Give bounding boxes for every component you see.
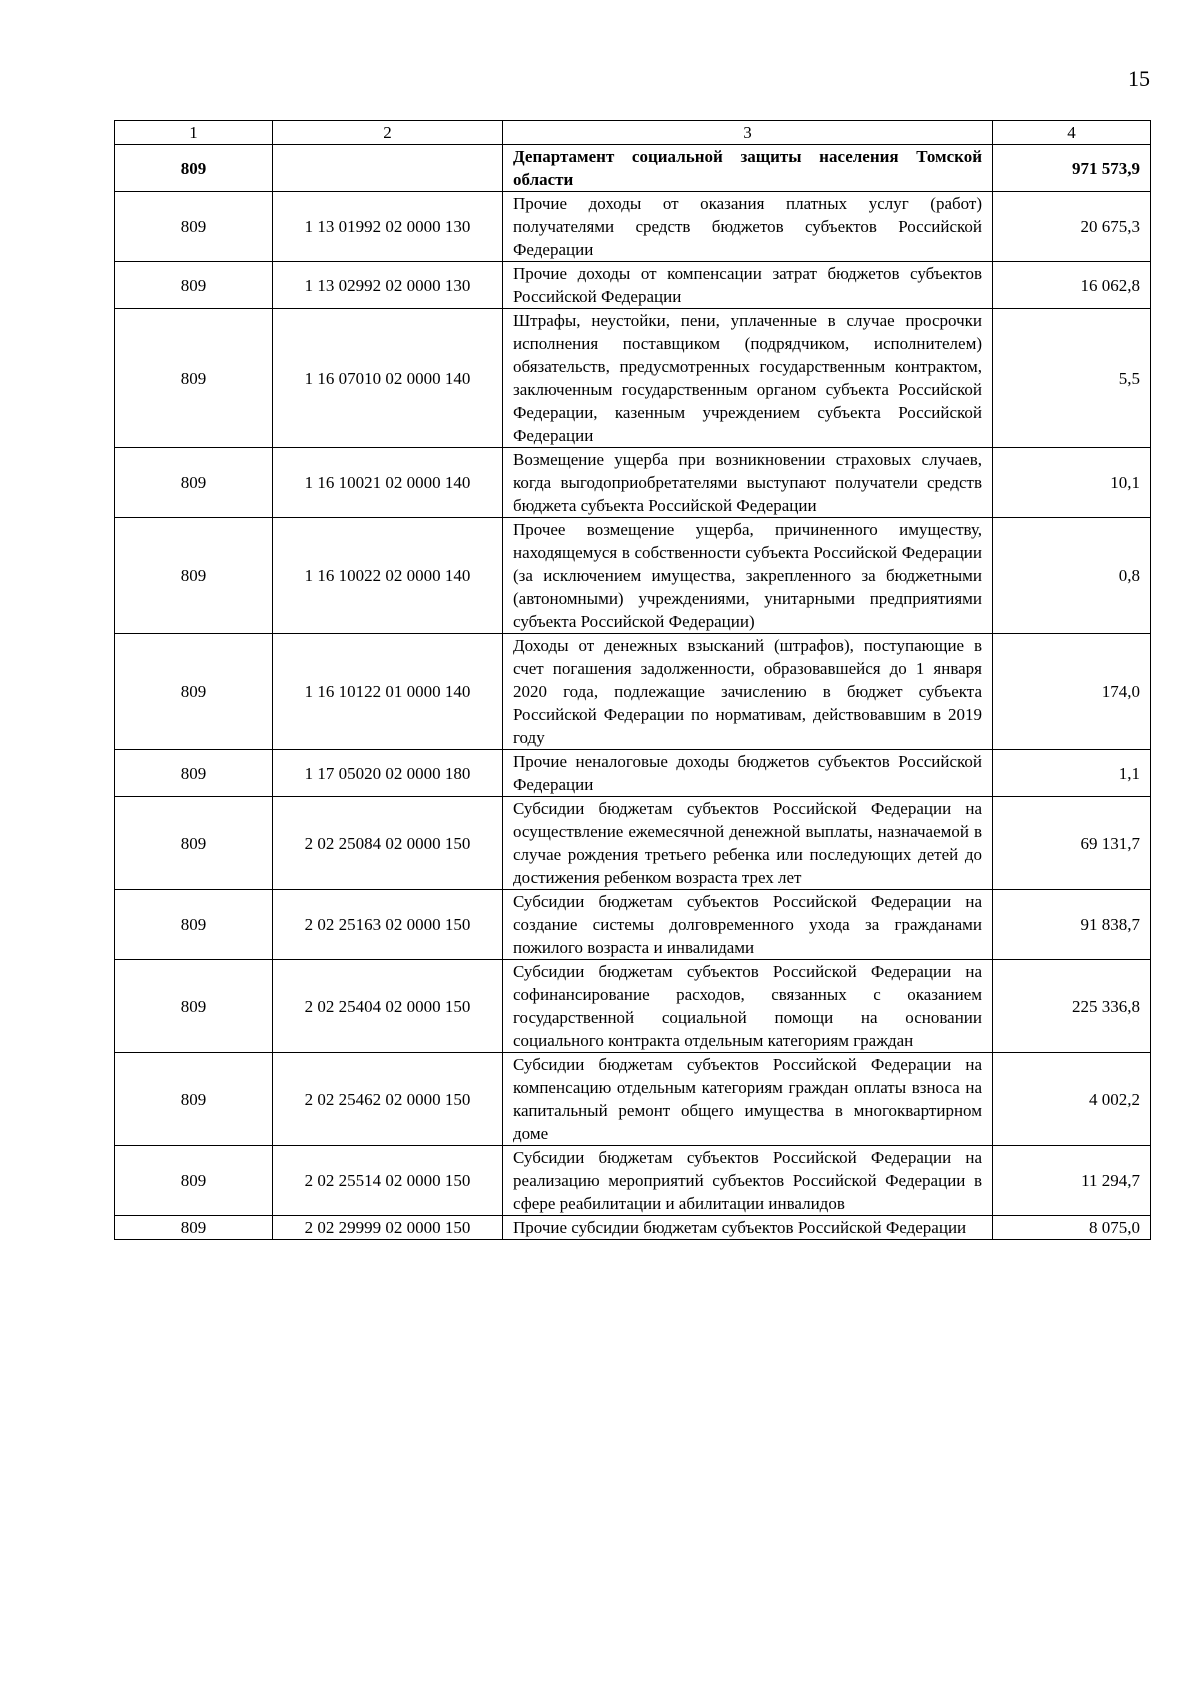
- admin-code-cell: 809: [115, 518, 273, 634]
- table-row: [115, 1216, 1151, 1240]
- amount-cell: 1,1: [993, 750, 1151, 797]
- table-row: [115, 1053, 1151, 1146]
- table-row: [115, 890, 1151, 960]
- amount-cell: 16 062,8: [993, 262, 1151, 309]
- amount-cell: 0,8: [993, 518, 1151, 634]
- header-row: [115, 121, 1151, 145]
- admin-code-cell: 809: [115, 1216, 273, 1240]
- admin-code-cell: 809: [115, 448, 273, 518]
- kbk-code-cell: 1 13 02992 02 0000 130: [273, 262, 503, 309]
- table-row: [115, 797, 1151, 890]
- admin-code-cell: 809: [115, 960, 273, 1053]
- admin-code-cell: 809: [115, 750, 273, 797]
- amount-cell: 69 131,7: [993, 797, 1151, 890]
- revenue-name-cell: Доходы от денежных взысканий (штрафов), поступающие в счет погашения задолженности, образовавшейся до 1 января 2020 года, подлежащие зачислению в бюджет субъекта Российской Федерации по нормативам, действовавшим в 2019 году: [503, 634, 993, 750]
- revenue-name-cell: Прочее возмещение ущерба, причиненного имуществу, находящемуся в собственности субъекта Российской Федерации (за исключением имущества, закрепленного за бюджетными (автономными) учреждениями, унитарными предприятиями субъекта Российской Федерации): [503, 518, 993, 634]
- revenue-name-cell: Субсидии бюджетам субъектов Российской Федерации на создание системы долговременного ухода за гражданами пожилого возраста и инвалидами: [503, 890, 993, 960]
- amount-cell: 8 075,0: [993, 1216, 1151, 1240]
- kbk-code-cell: 1 16 07010 02 0000 140: [273, 309, 503, 448]
- column-header-3: 3: [503, 121, 993, 145]
- admin-code-cell: 809: [115, 1053, 273, 1146]
- table-row: [115, 1146, 1151, 1216]
- admin-code-cell: 809: [115, 262, 273, 309]
- kbk-code-cell: 2 02 25084 02 0000 150: [273, 797, 503, 890]
- column-header-1: 1: [115, 121, 273, 145]
- revenue-name-cell: Субсидии бюджетам субъектов Российской Федерации на осуществление ежемесячной денежной выплаты, назначаемой в случае рождения третьего ребенка или последующих детей до достижения ребенком возраста трех лет: [503, 797, 993, 890]
- amount-cell: 10,1: [993, 448, 1151, 518]
- admin-code-cell: 809: [115, 797, 273, 890]
- amount-cell: 4 002,2: [993, 1053, 1151, 1146]
- column-header-2: 2: [273, 121, 503, 145]
- revenue-name-cell: Прочие неналоговые доходы бюджетов субъектов Российской Федерации: [503, 750, 993, 797]
- amount-cell: 174,0: [993, 634, 1151, 750]
- amount-cell: 91 838,7: [993, 890, 1151, 960]
- revenue-name-cell: Департамент социальной защиты населения Томской области: [503, 145, 993, 192]
- revenue-name-cell: Прочие доходы от компенсации затрат бюджетов субъектов Российской Федерации: [503, 262, 993, 309]
- kbk-code-cell: 1 13 01992 02 0000 130: [273, 192, 503, 262]
- revenue-table: [114, 120, 1151, 1240]
- amount-cell: 5,5: [993, 309, 1151, 448]
- revenue-name-cell: Субсидии бюджетам субъектов Российской Федерации на компенсацию отдельным категориям граждан оплаты взноса на капитальный ремонт общего имущества в многоквартирном доме: [503, 1053, 993, 1146]
- kbk-code-cell: 2 02 25163 02 0000 150: [273, 890, 503, 960]
- total-row: [115, 145, 1151, 192]
- admin-code-cell: 809: [115, 1146, 273, 1216]
- page-number: 15: [1128, 66, 1150, 91]
- kbk-code-cell: 1 16 10122 01 0000 140: [273, 634, 503, 750]
- amount-cell: 11 294,7: [993, 1146, 1151, 1216]
- table-row: [115, 262, 1151, 309]
- revenue-name-cell: Прочие субсидии бюджетам субъектов Российской Федерации: [503, 1216, 993, 1240]
- kbk-code-cell: 2 02 29999 02 0000 150: [273, 1216, 503, 1240]
- table-row: [115, 309, 1151, 448]
- table-row: [115, 448, 1151, 518]
- kbk-code-cell: 1 16 10021 02 0000 140: [273, 448, 503, 518]
- amount-cell: 225 336,8: [993, 960, 1151, 1053]
- revenue-name-cell: Субсидии бюджетам субъектов Российской Федерации на реализацию мероприятий субъектов Российской Федерации в сфере реабилитации и абилитации инвалидов: [503, 1146, 993, 1216]
- admin-code-cell: 809: [115, 309, 273, 448]
- revenue-name-cell: Субсидии бюджетам субъектов Российской Федерации на софинансирование расходов, связанных с оказанием государственной социальной помощи на основании социального контракта отдельным категориям граждан: [503, 960, 993, 1053]
- kbk-code-cell: 1 17 05020 02 0000 180: [273, 750, 503, 797]
- admin-code-cell: 809: [115, 890, 273, 960]
- revenue-name-cell: Штрафы, неустойки, пени, уплаченные в случае просрочки исполнения поставщиком (подрядчиком, исполнителем) обязательств, предусмотренных государственным контрактом, заключенным государственным органом субъекта Российской Федерации, казенным учреждением субъекта Российской Федерации: [503, 309, 993, 448]
- revenue-name-cell: Возмещение ущерба при возникновении страховых случаев, когда выгодоприобретателями выступают получатели средств бюджета субъекта Российской Федерации: [503, 448, 993, 518]
- table-row: [115, 634, 1151, 750]
- kbk-code-cell: [273, 145, 503, 192]
- admin-code-cell: 809: [115, 634, 273, 750]
- admin-code-cell: 809: [115, 145, 273, 192]
- kbk-code-cell: 1 16 10022 02 0000 140: [273, 518, 503, 634]
- kbk-code-cell: 2 02 25462 02 0000 150: [273, 1053, 503, 1146]
- admin-code-cell: 809: [115, 192, 273, 262]
- table-row: [115, 960, 1151, 1053]
- column-header-4: 4: [993, 121, 1151, 145]
- revenue-name-cell: Прочие доходы от оказания платных услуг (работ) получателями средств бюджетов субъектов Российской Федерации: [503, 192, 993, 262]
- table-row: [115, 750, 1151, 797]
- amount-cell: 20 675,3: [993, 192, 1151, 262]
- table-row: [115, 192, 1151, 262]
- table-row: [115, 518, 1151, 634]
- amount-cell: 971 573,9: [993, 145, 1151, 192]
- kbk-code-cell: 2 02 25404 02 0000 150: [273, 960, 503, 1053]
- kbk-code-cell: 2 02 25514 02 0000 150: [273, 1146, 503, 1216]
